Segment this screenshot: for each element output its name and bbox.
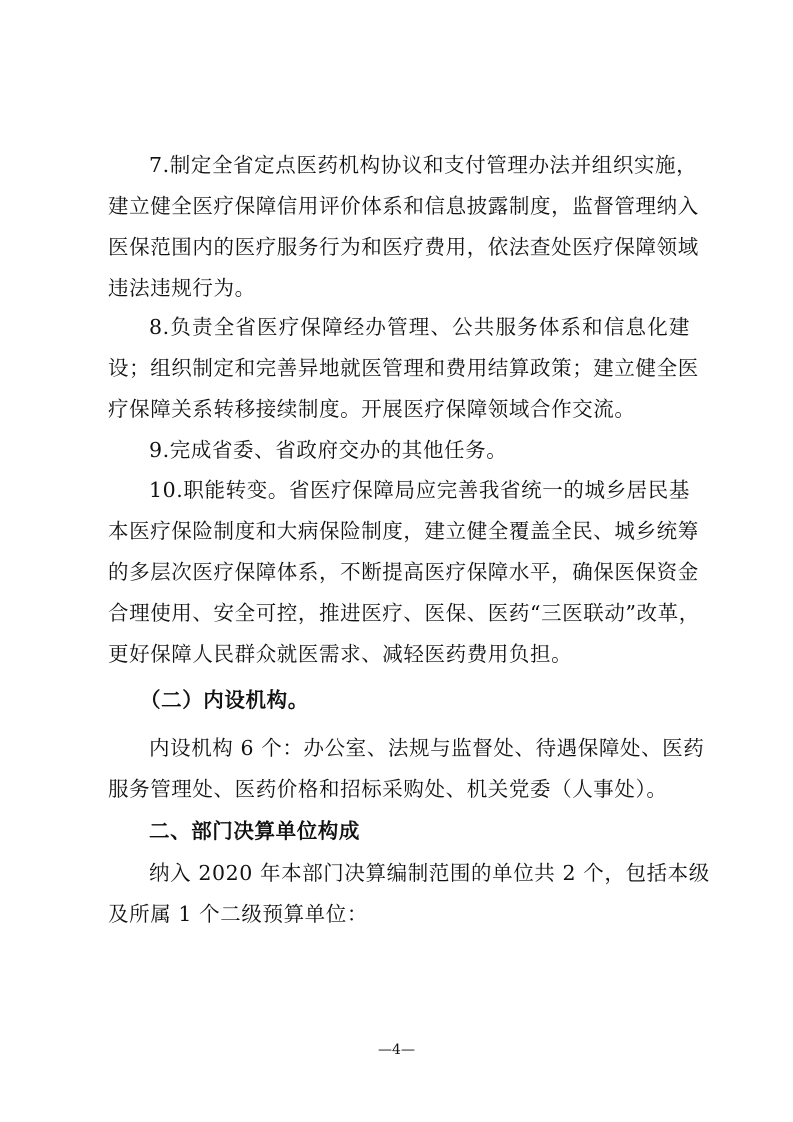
text-line: 内设机构 6 个：办公室、法规与监督处、待遇保障处、医药 (149, 736, 705, 760)
text-line: 疗保障关系转移接续制度。开展医疗保障领域合作交流。 (108, 397, 636, 421)
text-line: 服务管理处、医药价格和招标采购处、机关党委（人事处）。 (108, 777, 668, 801)
text-line: 建立健全医疗保障信用评价体系和信息披露制度，监督管理纳入 (108, 194, 699, 218)
text-line: 8.负责全省医疗保障经办管理、公共服务体系和信息化建 (149, 315, 690, 339)
paragraph-item-7 (108, 145, 699, 309)
text-line: 7.制定全省定点医药机构协议和支付管理办法并组织实施， (149, 153, 698, 177)
text-line: 合理使用、安全可控，推进医疗、医保、医药“三医联动”改革， (108, 601, 700, 625)
text-line: 本医疗保险制度和大病保险制度，建立健全覆盖全民、城乡统筹 (108, 519, 699, 543)
paragraph-internal-orgs (108, 728, 705, 810)
heading-section-two: 二、部门决算单位构成 (149, 819, 360, 843)
paragraph-section-two (108, 853, 710, 935)
text-line: 更好保障人民群众就医需求、减轻医药费用负担。 (108, 642, 573, 666)
paragraph-item-8 (108, 307, 699, 430)
paragraph-item-10 (108, 470, 700, 675)
heading-internal-orgs: （二）内设机构。 (140, 688, 309, 712)
text-line: 纳入 2020 年本部门决算编制范围的单位共 2 个，包括本级 (149, 861, 710, 885)
paragraph-item-9 (108, 430, 690, 471)
text-line: 医保范围内的医疗服务行为和医疗费用，依法查处医疗保障领域 (108, 235, 699, 259)
text-line: 设；组织制定和完善异地就医管理和费用结算政策；建立健全医 (108, 356, 699, 380)
text-line: 违法违规行为。 (108, 276, 256, 300)
text-line: 9.完成省委、省政府交办的其他任务。 (149, 438, 508, 462)
page-number: —4— (378, 1042, 415, 1058)
text-line: 的多层次医疗保障体系，不断提高医疗保障水平，确保医保资金 (108, 560, 699, 584)
text-line: 10.职能转变。省医疗保障局应完善我省统一的城乡居民基 (149, 478, 690, 502)
text-line: 及所属 1 个二级预算单位： (108, 902, 368, 926)
